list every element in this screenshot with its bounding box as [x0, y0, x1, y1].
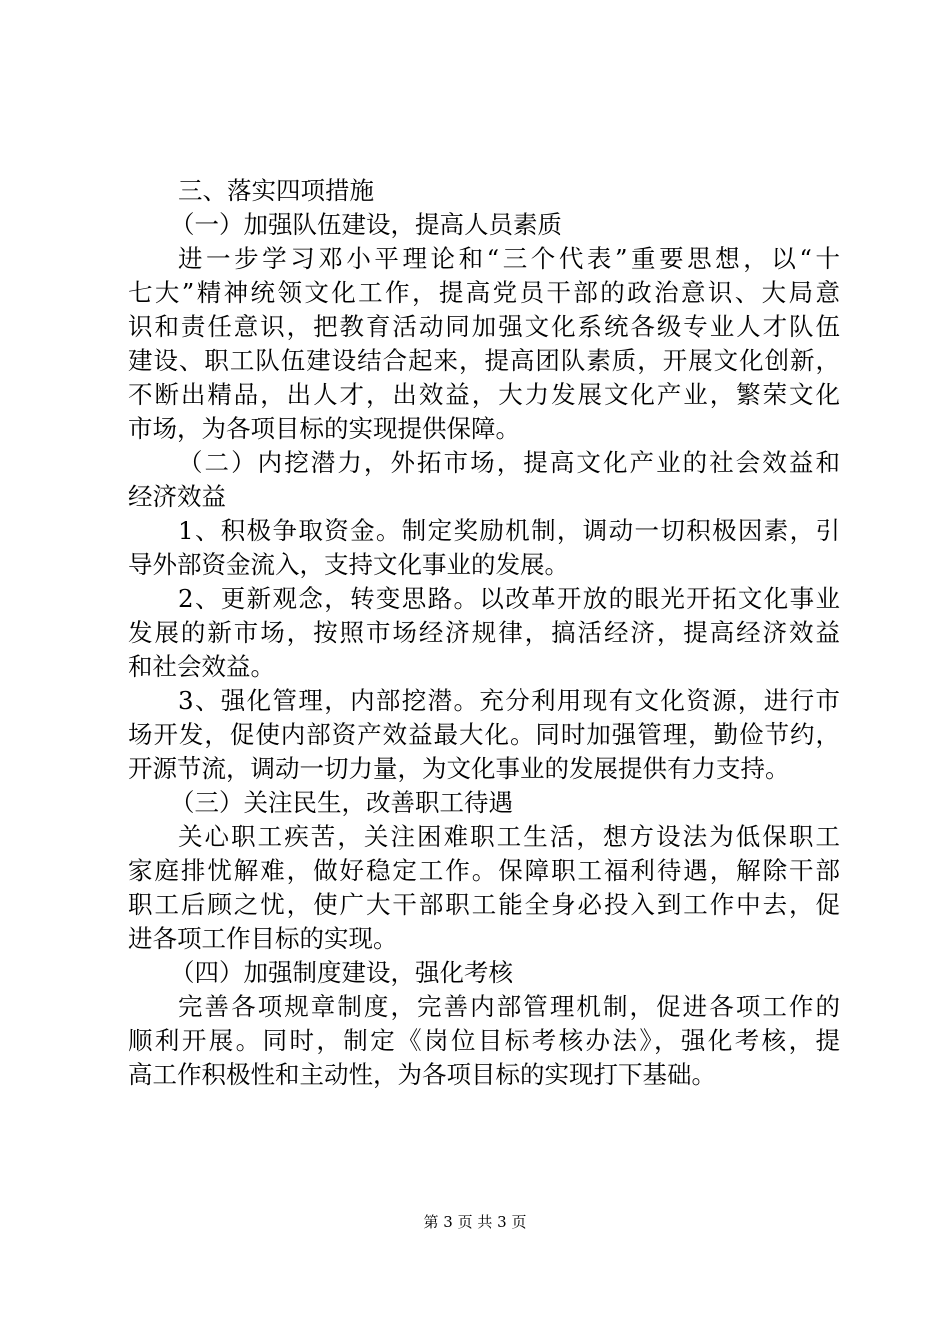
text-line: 识和责任意识，把教育活动同加强文化系统各级专业人才队伍 [128, 312, 840, 341]
text-line: 建设、职工队伍建设结合起来，提高团队素质，开展文化创新， [128, 346, 840, 375]
text-line: 顺利开展。同时，制定《岗位目标考核办法》，强化考核，提 [128, 1026, 840, 1055]
text-line: 关心职工疾苦，关注困难职工生活，想方设法为低保职工 [178, 822, 840, 851]
text-line: 发展的新市场，按照市场经济规律，搞活经济，提高经济效益 [128, 618, 840, 647]
text-line: 职工后顾之忧，使广大干部职工能全身必投入到工作中去，促 [128, 890, 840, 919]
text-line: 和社会效益。 [128, 652, 275, 681]
text-line: 不断出精品，出人才，出效益，大力发展文化产业，繁荣文化 [128, 380, 840, 409]
text-line: 进一步学习邓小平理论和“三个代表”重要思想，以“十 [178, 244, 840, 273]
text-line: 七大”精神统领文化工作，提高党员干部的政治意识、大局意 [128, 278, 840, 307]
text-line: 2、更新观念，转变思路。以改革开放的眼光开拓文化事业 [178, 584, 840, 613]
text-line: （二）内挖潜力，外拓市场，提高文化产业的社会效益和 [178, 448, 840, 477]
text-line: 三、落实四项措施 [178, 176, 374, 205]
document-body [128, 174, 840, 1092]
text-line: 家庭排忧解难，做好稳定工作。保障职工福利待遇，解除干部 [128, 856, 840, 885]
text-line: 场开发，促使内部资产效益最大化。同时加强管理，勤俭节约， [128, 720, 840, 749]
text-line: 开源节流，调动一切力量，为文化事业的发展提供有力支持。 [128, 754, 790, 783]
text-line: 导外部资金流入，支持文化事业的发展。 [128, 550, 569, 579]
text-line: 1、积极争取资金。制定奖励机制，调动一切积极因素，引 [178, 516, 840, 545]
text-line: （一）加强队伍建设，提高人员素质 [170, 210, 562, 239]
page-footer: 第 3 页 共 3 页 [423, 1213, 527, 1231]
text-line: 3、强化管理，内部挖潜。充分利用现有文化资源，进行市 [178, 686, 840, 715]
text-line: 高工作积极性和主动性，为各项目标的实现打下基础。 [128, 1060, 716, 1089]
text-line: 进各项工作目标的实现。 [128, 924, 398, 953]
text-line: （三）关注民生，改善职工待遇 [170, 788, 513, 817]
text-line: 市场，为各项目标的实现提供保障。 [128, 414, 520, 443]
text-line: 经济效益 [128, 482, 226, 511]
text-line: 完善各项规章制度，完善内部管理机制，促进各项工作的 [178, 992, 840, 1021]
text-line: （四）加强制度建设，强化考核 [170, 958, 513, 987]
